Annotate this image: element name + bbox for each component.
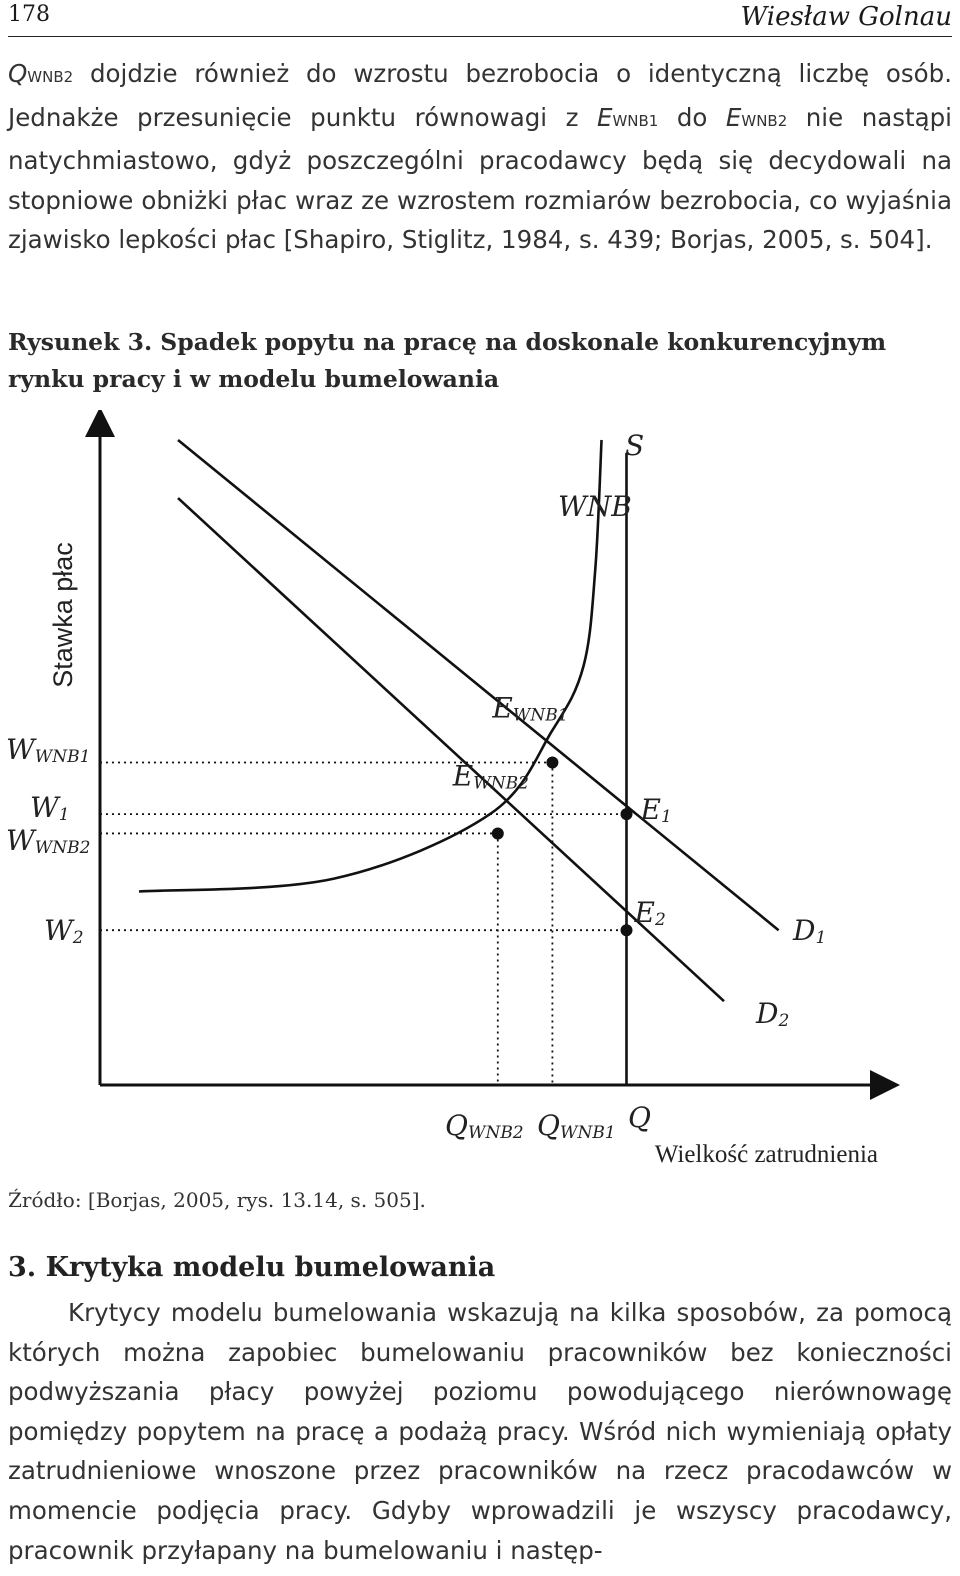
- labour-market-chart: [0, 410, 960, 1180]
- label-ewnb1: EWNB1: [492, 691, 569, 726]
- label-wwnb2: WWNB2: [6, 824, 91, 858]
- label-curve-d1: D1: [793, 914, 827, 948]
- point-ewnb2: [492, 827, 504, 839]
- label-e1: E1: [640, 793, 672, 828]
- curve-d1: [178, 440, 779, 930]
- label-e2: E2: [634, 896, 666, 931]
- point-ewnb1: [546, 757, 558, 769]
- label-qwnb1: QWNB1: [537, 1109, 616, 1143]
- intro-paragraph: [8, 54, 952, 260]
- y-axis-label: Stawka płac: [48, 542, 78, 688]
- label-q: Q: [628, 1101, 651, 1134]
- paragraph-text-1: dojdzie również do wzrostu bezrobocia o identyczną liczbę osób. Jednakże przesunięcie punktu równowagi z: [8, 59, 952, 132]
- page-number: 178: [8, 2, 50, 27]
- figure-source: Źródło: [Borjas, 2005, rys. 13.14, s. 505].: [8, 1188, 426, 1212]
- label-curve-wnb: WNB: [558, 490, 632, 523]
- label-ewnb2: EWNB2: [452, 759, 529, 794]
- label-wwnb1: WWNB1: [6, 733, 91, 767]
- subscript-wnb1: WNB1: [612, 111, 659, 130]
- running-title: Wiesław Golnau: [740, 2, 952, 32]
- label-qwnb2: QWNB2: [445, 1109, 524, 1143]
- label-curve-d2: D2: [756, 997, 790, 1031]
- label-w1: W1: [30, 791, 70, 825]
- subscript-wnb2-b: WNB2: [741, 111, 788, 130]
- label-w2: W2: [44, 914, 84, 948]
- paragraph-text-3: nie nastąpi natychmiastowo, gdyż poszczególni pracodawcy będą się decydowali na stopniowe obniżki płac wraz ze wzrostem rozmiarów bezrobocia, co wyjaśnia zjawisko lepkości płac [Shapiro, Stiglitz, 1984, s. 439; Borjas, 2005, s. 504].: [8, 102, 952, 255]
- subscript-wnb2: WNB2: [27, 68, 74, 86]
- symbol-e-wnb1: E: [596, 102, 613, 132]
- page-header: [8, 0, 952, 37]
- label-curve-s: S: [625, 429, 645, 462]
- x-axis-label: Wielkość zatrudnienia: [654, 1141, 878, 1168]
- section-heading: 3. Krytyka modelu bumelowania: [8, 1252, 496, 1283]
- point-e2: [621, 924, 633, 936]
- section-paragraph: Krytycy modelu bumelowania wskazują na kilka sposobów, za pomocą których można zapobiec bumelowaniu pracowników bez konieczności podwyższania płacy powyżej poziomu powodującego nierównowagę pomiędzy popytem na pracę a podażą pracy. Wśród nich wymieniają opłaty zatrudnieniowe wnoszone przez pracowników na rzecz pracodawców w momencie podjęcia pracy. Gdyby wprowadzili je wszyscy pracodawcy, pracownik przyłapany na bumelowaniu i następ-: [8, 1298, 952, 1565]
- symbol-e-wnb2: E: [725, 102, 742, 132]
- figure-caption: Rysunek 3. Spadek popytu na pracę na doskonale konkurencyjnym rynku pracy i w modelu bumelowania: [8, 328, 887, 393]
- point-e1: [621, 808, 633, 820]
- paragraph-text-2: do: [658, 102, 726, 132]
- symbol-q: Q: [8, 59, 28, 88]
